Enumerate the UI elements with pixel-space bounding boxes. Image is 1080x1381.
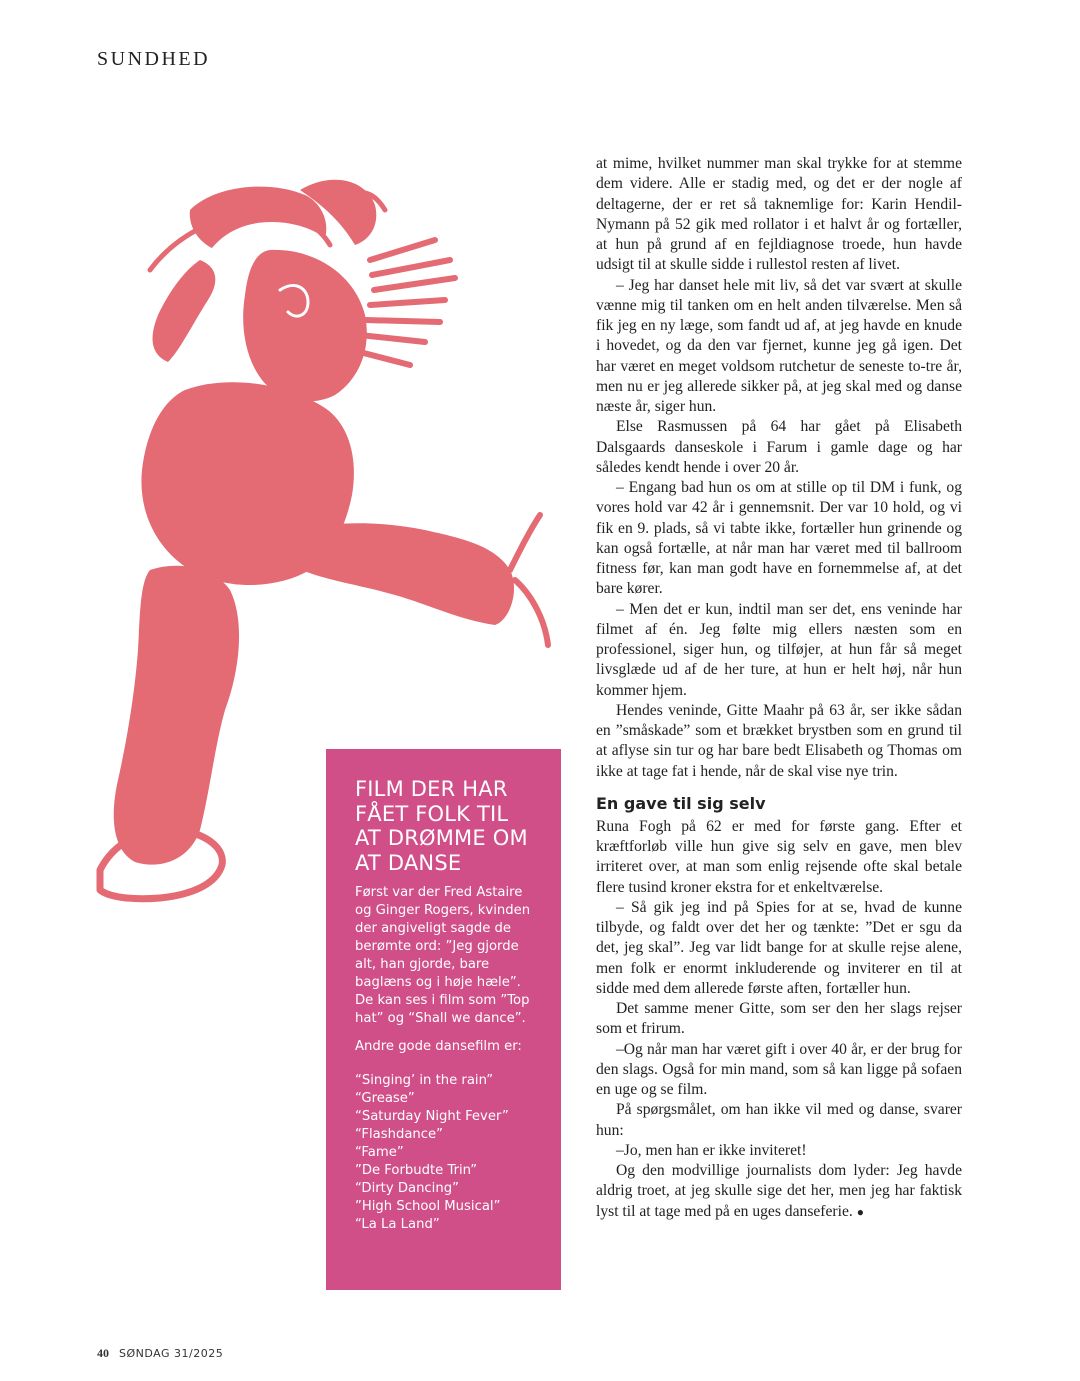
article-paragraph: – Men det er kun, indtil man ser det, ens veninde har filmet af én. Jeg følte mig ellers næsten som en professionel, siger hun, og tilføjer, at hun får så meget livsglæde ud af de her ture, at hun er helt høj, når hun kommer hjem. (596, 600, 962, 699)
article-paragraph: at mime, hvilket nummer man skal trykke for at stemme dem videre. Alle er stadig med, og det er der nogle af deltagerne, der er ret så taknemlige for: Karin Hendil-Nymann på 52 gik med rollator i et halvt år og fortæller, at hun på grund af en fejldiagnose troede, hun havde udsigt til at skulle sidde i rullestol resten af livet. (596, 155, 962, 274)
end-mark-icon: ● (856, 1204, 864, 1219)
article-body (596, 154, 962, 1222)
article-paragraph: Det samme mener Gitte, som ser den her slags rejser som et frirum. (596, 1000, 962, 1038)
section-label: SUNDHED (97, 48, 211, 70)
film-list-item: “Saturday Night Fever” (355, 1109, 509, 1124)
article-paragraph: Runa Fogh på 62 er med for første gang. Efter et kræftforløb ville hun give sig selv en gave, men blev irriteret over, at man som enlig rejsende ofte skal betale flere tusind kroner ekstra for et enkeltværelse. (596, 817, 962, 896)
article-paragraph: –Jo, men han er ikke inviteret! (616, 1141, 807, 1159)
sidebar-title-line: AT DANSE (355, 850, 462, 875)
film-list-item: “La La Land” (355, 1217, 440, 1232)
page-footer (97, 1346, 223, 1361)
article-paragraph: – Jeg har danset hele mit liv, så det var svært at skulle vænne mig til tanken om en helt anden tilværelse. Men så fik jeg en ny læge, som fandt ud af, at jeg havde en knude i hovedet, og da den var fjernet, kunne jeg gå igen. Det har været en meget voldsom rutchetur de seneste to-tre år, men nu er jeg allerede sikker på, at jeg skal med og danse næste år, siger hun. (596, 276, 962, 415)
film-list-item: “Dirty Dancing” (355, 1181, 459, 1196)
film-list-item: “Flashdance” (355, 1127, 443, 1142)
film-list (355, 1072, 541, 1234)
sidebar-box (326, 749, 561, 1290)
sidebar-title-line: FÅET FOLK TIL (355, 801, 509, 826)
article-paragraph: – Engang bad hun os om at stille op til DM i funk, og vores hold var 42 år i gennemsnit. Der var 10 hold, og vi fik en 9. plads, så vi tabte ikke, fortæller hun grinende og kan også fortælle, at når man har været med til ballroom fitness før, kan man godt have en fornemmelse af, at det bare kører. (596, 479, 962, 598)
sidebar-more-label: Andre gode dansefilm er: (355, 1039, 522, 1054)
article-paragraph: Hendes veninde, Gitte Maahr på 63 år, ser ikke sådan en ”småskade” som et brækket brystben som en grund til at aflyse sin tur og har bare bedt Elisabeth og Thomas om ikke at tage fat i hende, når de skal vise nye trin. (596, 701, 962, 780)
sidebar-intro: Først var der Fred Astaire og Ginger Rogers, kvinden der angiveligt sagde de berømte ord: ”Jeg gjorde alt, han gjorde, bare baglæns og i høje hæle”. De kan ses i film som ”Top hat” og “Shall we dance”. (355, 885, 531, 1026)
sidebar-title-line: AT DRØMME OM (355, 826, 528, 850)
film-list-item: “Singing’ in the rain” (355, 1073, 494, 1088)
article-paragraph: Else Rasmussen på 64 har gået på Elisabeth Dalsgaards danseskole i Farum i gamle dage og har således kendt hende i over 20 år. (596, 418, 962, 476)
film-list-item: ”De Forbudte Trin” (355, 1163, 478, 1178)
article-paragraph: – Så gik jeg ind på Spies for at se, hvad de kunne tilbyde, og faldt over det her og tænkte: ”Det er sgu da det, jeg skal”. Jeg var lidt bange for at skulle rejse alene, men folk er enormt inkluderende og inviterer en til at sidde med dem allerede første aften, fortæller hun. (596, 898, 962, 997)
article-subheading: En gave til sig selv (596, 793, 766, 813)
page-number: 40 (97, 1346, 109, 1360)
article-paragraph: På spørgsmålet, om han ikke vil med og danse, svarer hun: (596, 1101, 962, 1139)
article-final-text: Og den modvillige journalists dom lyder: Jeg havde aldrig troet, at jeg skulle sige det her, men jeg har faktisk lyst til at tage med på en uges danseferie. (596, 1162, 962, 1220)
sidebar-title-line: FILM DER HAR (355, 777, 508, 801)
film-list-item: “Fame” (355, 1145, 404, 1160)
article-paragraph: –Og når man har været gift i over 40 år, er der brug for den slags. Også for min mand, som så kan ligge på sofaen en uge og se film. (596, 1040, 962, 1098)
film-list-item: ”High School Musical” (355, 1199, 501, 1214)
film-list-item: “Grease” (355, 1091, 415, 1106)
sidebar-title (355, 777, 541, 875)
article-paragraph (596, 1161, 962, 1222)
issue-label: SØNDAG 31/2025 (119, 1347, 224, 1360)
